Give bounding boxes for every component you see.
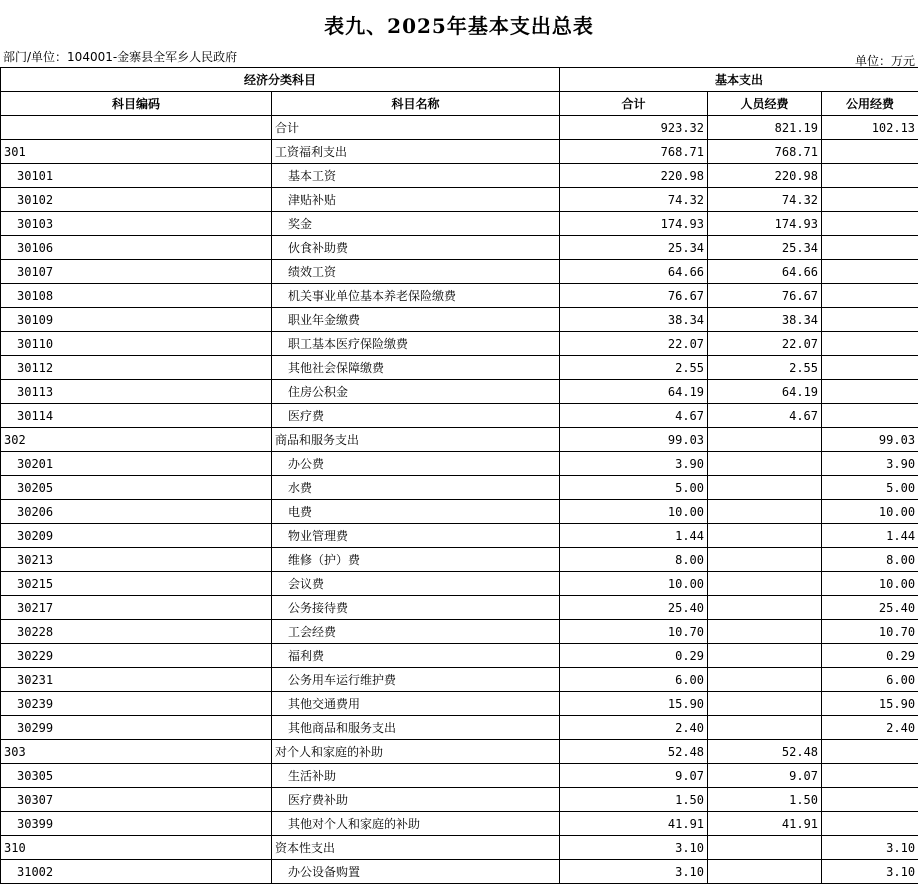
row-personnel: 74.32 <box>708 188 822 212</box>
table-row <box>1 788 918 812</box>
row-personnel: 821.19 <box>708 116 822 140</box>
row-code: 30108 <box>1 284 272 308</box>
row-name: 水费 <box>272 476 560 500</box>
row-public <box>822 764 918 788</box>
row-personnel <box>708 860 822 884</box>
row-public: 3.10 <box>822 860 918 884</box>
row-public <box>822 284 918 308</box>
unit-label: 单位：万元 <box>854 54 915 68</box>
row-personnel <box>708 644 822 668</box>
row-code: 30305 <box>1 764 272 788</box>
row-total: 923.32 <box>560 116 708 140</box>
page-title: 表九、2025年基本支出总表 <box>324 14 594 38</box>
table-row <box>1 188 918 212</box>
row-public: 3.90 <box>822 452 918 476</box>
row-public <box>822 332 918 356</box>
row-personnel: 1.50 <box>708 788 822 812</box>
row-total: 22.07 <box>560 332 708 356</box>
row-code: 30229 <box>1 644 272 668</box>
table-row <box>1 332 918 356</box>
row-public <box>822 236 918 260</box>
header-personnel: 人员经费 <box>708 92 822 116</box>
row-total: 25.40 <box>560 596 708 620</box>
row-total: 1.44 <box>560 524 708 548</box>
row-name: 津贴补贴 <box>272 188 560 212</box>
row-total: 15.90 <box>560 692 708 716</box>
table-row <box>1 452 918 476</box>
table-row <box>1 116 918 140</box>
table-row <box>1 212 918 236</box>
row-public <box>822 260 918 284</box>
table-row <box>1 476 918 500</box>
row-personnel: 38.34 <box>708 308 822 332</box>
table-row <box>1 308 918 332</box>
row-public: 0.29 <box>822 644 918 668</box>
row-code: 30103 <box>1 212 272 236</box>
department-label: 部门/单位：104001-金寨县全军乡人民政府 <box>3 50 238 64</box>
row-code: 30231 <box>1 668 272 692</box>
table-row <box>1 548 918 572</box>
row-code: 30228 <box>1 620 272 644</box>
row-name: 资本性支出 <box>272 836 560 860</box>
row-total: 52.48 <box>560 740 708 764</box>
row-public <box>822 404 918 428</box>
row-code: 301 <box>1 140 272 164</box>
header-total: 合计 <box>560 92 708 116</box>
row-code: 303 <box>1 740 272 764</box>
row-personnel: 220.98 <box>708 164 822 188</box>
table-row <box>1 164 918 188</box>
table-row <box>1 764 918 788</box>
row-name: 合计 <box>272 116 560 140</box>
row-personnel <box>708 548 822 572</box>
row-total: 25.34 <box>560 236 708 260</box>
row-total: 9.07 <box>560 764 708 788</box>
row-name: 公务接待费 <box>272 596 560 620</box>
row-name: 对个人和家庭的补助 <box>272 740 560 764</box>
row-name: 福利费 <box>272 644 560 668</box>
row-personnel <box>708 524 822 548</box>
row-public: 99.03 <box>822 428 918 452</box>
row-total: 41.91 <box>560 812 708 836</box>
expenditure-table <box>0 67 918 884</box>
table-row <box>1 380 918 404</box>
row-code: 30101 <box>1 164 272 188</box>
row-total: 76.67 <box>560 284 708 308</box>
row-code: 310 <box>1 836 272 860</box>
row-name: 住房公积金 <box>272 380 560 404</box>
row-total: 6.00 <box>560 668 708 692</box>
row-public <box>822 140 918 164</box>
row-personnel <box>708 500 822 524</box>
row-name: 生活补助 <box>272 764 560 788</box>
row-personnel: 2.55 <box>708 356 822 380</box>
row-public: 8.00 <box>822 548 918 572</box>
row-name: 办公费 <box>272 452 560 476</box>
row-personnel <box>708 620 822 644</box>
row-name: 工会经费 <box>272 620 560 644</box>
table-row <box>1 836 918 860</box>
row-total: 99.03 <box>560 428 708 452</box>
row-total: 174.93 <box>560 212 708 236</box>
row-code: 30107 <box>1 260 272 284</box>
row-public: 1.44 <box>822 524 918 548</box>
table-row <box>1 500 918 524</box>
row-public <box>822 164 918 188</box>
row-public <box>822 188 918 212</box>
table-row <box>1 356 918 380</box>
row-total: 64.66 <box>560 260 708 284</box>
table-row <box>1 428 918 452</box>
row-code: 302 <box>1 428 272 452</box>
row-public <box>822 212 918 236</box>
row-total: 2.40 <box>560 716 708 740</box>
row-code: 30205 <box>1 476 272 500</box>
row-name: 奖金 <box>272 212 560 236</box>
row-total: 3.10 <box>560 836 708 860</box>
table-row <box>1 860 918 884</box>
table-row <box>1 572 918 596</box>
table-row <box>1 812 918 836</box>
row-personnel: 64.66 <box>708 260 822 284</box>
table-row <box>1 668 918 692</box>
row-name: 电费 <box>272 500 560 524</box>
header-basic-expenditure: 基本支出 <box>560 68 918 92</box>
header-public: 公用经费 <box>822 92 918 116</box>
row-name: 其他商品和服务支出 <box>272 716 560 740</box>
row-name: 伙食补助费 <box>272 236 560 260</box>
row-code: 30110 <box>1 332 272 356</box>
table-body <box>1 116 918 884</box>
row-total: 8.00 <box>560 548 708 572</box>
row-personnel <box>708 572 822 596</box>
header-economic-classification: 经济分类科目 <box>1 68 560 92</box>
row-code: 30239 <box>1 692 272 716</box>
table-row <box>1 260 918 284</box>
row-code: 30307 <box>1 788 272 812</box>
row-name: 会议费 <box>272 572 560 596</box>
row-total: 5.00 <box>560 476 708 500</box>
row-personnel: 41.91 <box>708 812 822 836</box>
table-row <box>1 404 918 428</box>
row-total: 2.55 <box>560 356 708 380</box>
row-personnel: 174.93 <box>708 212 822 236</box>
row-code: 30106 <box>1 236 272 260</box>
row-code: 30206 <box>1 500 272 524</box>
row-personnel <box>708 716 822 740</box>
row-name: 职工基本医疗保险缴费 <box>272 332 560 356</box>
row-personnel <box>708 668 822 692</box>
row-public <box>822 788 918 812</box>
row-total: 10.70 <box>560 620 708 644</box>
row-name: 工资福利支出 <box>272 140 560 164</box>
row-public <box>822 308 918 332</box>
row-code: 30114 <box>1 404 272 428</box>
row-public <box>822 380 918 404</box>
row-personnel: 52.48 <box>708 740 822 764</box>
row-code: 30113 <box>1 380 272 404</box>
row-name: 维修（护）费 <box>272 548 560 572</box>
row-code: 30299 <box>1 716 272 740</box>
row-name: 基本工资 <box>272 164 560 188</box>
row-total: 74.32 <box>560 188 708 212</box>
row-personnel: 768.71 <box>708 140 822 164</box>
row-total: 64.19 <box>560 380 708 404</box>
row-code: 30209 <box>1 524 272 548</box>
table-row <box>1 140 918 164</box>
row-name: 医疗费 <box>272 404 560 428</box>
row-public: 25.40 <box>822 596 918 620</box>
row-personnel: 4.67 <box>708 404 822 428</box>
row-public: 10.00 <box>822 500 918 524</box>
row-code: 30102 <box>1 188 272 212</box>
row-public: 10.70 <box>822 620 918 644</box>
row-name: 医疗费补助 <box>272 788 560 812</box>
row-code: 30399 <box>1 812 272 836</box>
row-code: 30112 <box>1 356 272 380</box>
table-row <box>1 716 918 740</box>
row-personnel <box>708 836 822 860</box>
table-row <box>1 236 918 260</box>
row-personnel: 22.07 <box>708 332 822 356</box>
row-code <box>1 116 272 140</box>
row-personnel <box>708 596 822 620</box>
row-public <box>822 356 918 380</box>
row-personnel <box>708 428 822 452</box>
table-row <box>1 284 918 308</box>
row-public <box>822 740 918 764</box>
row-name: 机关事业单位基本养老保险缴费 <box>272 284 560 308</box>
row-code: 30109 <box>1 308 272 332</box>
row-total: 3.90 <box>560 452 708 476</box>
row-personnel: 64.19 <box>708 380 822 404</box>
row-name: 其他社会保障缴费 <box>272 356 560 380</box>
row-total: 768.71 <box>560 140 708 164</box>
table-row <box>1 740 918 764</box>
row-public: 5.00 <box>822 476 918 500</box>
row-total: 10.00 <box>560 500 708 524</box>
row-public: 6.00 <box>822 668 918 692</box>
row-personnel <box>708 476 822 500</box>
row-public: 10.00 <box>822 572 918 596</box>
row-total: 3.10 <box>560 860 708 884</box>
row-name: 绩效工资 <box>272 260 560 284</box>
row-name: 办公设备购置 <box>272 860 560 884</box>
table-row <box>1 596 918 620</box>
row-public: 102.13 <box>822 116 918 140</box>
row-total: 220.98 <box>560 164 708 188</box>
row-public: 2.40 <box>822 716 918 740</box>
row-personnel <box>708 692 822 716</box>
row-public: 15.90 <box>822 692 918 716</box>
row-name: 其他对个人和家庭的补助 <box>272 812 560 836</box>
row-code: 30201 <box>1 452 272 476</box>
table-row <box>1 620 918 644</box>
row-code: 30215 <box>1 572 272 596</box>
table-row <box>1 524 918 548</box>
row-personnel: 25.34 <box>708 236 822 260</box>
header-name: 科目名称 <box>272 92 560 116</box>
row-code: 30217 <box>1 596 272 620</box>
row-personnel: 9.07 <box>708 764 822 788</box>
row-total: 38.34 <box>560 308 708 332</box>
row-code: 30213 <box>1 548 272 572</box>
row-code: 31002 <box>1 860 272 884</box>
row-total: 1.50 <box>560 788 708 812</box>
table-row <box>1 644 918 668</box>
row-name: 公务用车运行维护费 <box>272 668 560 692</box>
row-total: 4.67 <box>560 404 708 428</box>
row-total: 10.00 <box>560 572 708 596</box>
row-personnel <box>708 452 822 476</box>
row-name: 商品和服务支出 <box>272 428 560 452</box>
row-personnel: 76.67 <box>708 284 822 308</box>
row-public <box>822 812 918 836</box>
row-name: 职业年金缴费 <box>272 308 560 332</box>
row-total: 0.29 <box>560 644 708 668</box>
row-name: 物业管理费 <box>272 524 560 548</box>
row-name: 其他交通费用 <box>272 692 560 716</box>
header-code: 科目编码 <box>1 92 272 116</box>
table-row <box>1 692 918 716</box>
row-public: 3.10 <box>822 836 918 860</box>
